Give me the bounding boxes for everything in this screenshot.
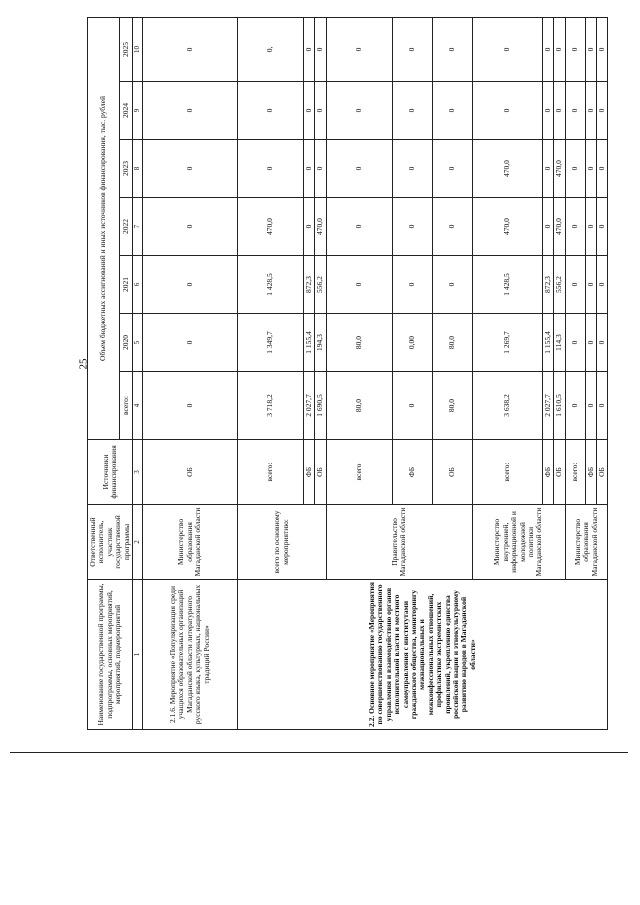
value-cell: 0 <box>326 256 392 314</box>
executor-cell: всего по основному мероприятию: <box>237 505 326 580</box>
table-row <box>237 17 303 729</box>
executor-cell: Министерство образования Магаданской области <box>565 505 608 580</box>
column-number: 8 <box>132 140 142 198</box>
value-cell: 0 <box>585 198 596 256</box>
value-cell: 0 <box>472 82 542 140</box>
value-cell: 0 <box>392 140 432 198</box>
value-cell: 872,3 <box>542 256 553 314</box>
value-cell: 0 <box>326 140 392 198</box>
executor-cell: Правительство Магаданской области <box>326 505 472 580</box>
value-cell: 872,3 <box>303 256 314 314</box>
column-number: 6 <box>132 256 142 314</box>
executor-cell: Министерство внутренней, информационной и молодежной политики Магаданской области <box>472 505 565 580</box>
value-cell: 0, <box>237 17 303 81</box>
value-cell: 0 <box>565 314 585 372</box>
value-cell: 0 <box>542 82 553 140</box>
source-cell: ОБ <box>142 440 237 505</box>
value-cell: 0 <box>142 17 237 81</box>
value-cell: 0 <box>585 17 596 81</box>
source-cell: всего: <box>472 440 542 505</box>
header-total: всего: <box>119 372 132 440</box>
value-cell: 470,0 <box>237 198 303 256</box>
value-cell: 2 027,7 <box>542 372 553 440</box>
activity-name: 2.1.6. Мероприятие «Популяризация среди учащихся образовательных организаций Магаданской области литературного русского языка, культурных, национальных традиций России» <box>142 580 237 730</box>
value-cell: 1 690,5 <box>315 372 326 440</box>
value-cell: 0,00 <box>392 314 432 372</box>
header-row-1 <box>88 17 120 729</box>
value-cell: 556,2 <box>554 256 565 314</box>
value-cell: 1 428,5 <box>472 256 542 314</box>
value-cell: 0 <box>142 314 237 372</box>
value-cell: 0 <box>565 140 585 198</box>
source-cell: всего <box>326 440 392 505</box>
value-cell: 0 <box>432 82 472 140</box>
source-cell: ФБ <box>585 440 596 505</box>
value-cell: 0 <box>432 198 472 256</box>
header-source: Источники финансирования <box>88 440 133 505</box>
value-cell: 80,0 <box>326 314 392 372</box>
page-number: 25 <box>77 358 90 370</box>
header-year: 2020 <box>119 314 132 372</box>
column-numbers-row <box>132 17 142 729</box>
value-cell: 0 <box>596 82 607 140</box>
horizontal-rule <box>10 752 628 753</box>
value-cell: 0 <box>565 82 585 140</box>
value-cell: 0 <box>542 198 553 256</box>
budget-table <box>87 17 608 730</box>
value-cell: 0 <box>585 82 596 140</box>
value-cell: 0 <box>237 82 303 140</box>
value-cell: 0 <box>472 17 542 81</box>
value-cell: 0 <box>596 256 607 314</box>
column-number: 3 <box>132 440 142 505</box>
value-cell: 0 <box>142 372 237 440</box>
source-cell: всего: <box>565 440 585 505</box>
value-cell: 1 155,4 <box>303 314 314 372</box>
header-year: 2024 <box>119 82 132 140</box>
value-cell: 0 <box>596 314 607 372</box>
value-cell: 0 <box>596 198 607 256</box>
value-cell: 0 <box>432 17 472 81</box>
value-cell: 2 027,7 <box>303 372 314 440</box>
value-cell: 0 <box>303 140 314 198</box>
header-executor: Ответственный исполнитель, участник государственной программы <box>88 505 133 580</box>
value-cell: 0 <box>326 82 392 140</box>
value-cell: 0 <box>303 82 314 140</box>
value-cell: 556,2 <box>315 256 326 314</box>
value-cell: 0 <box>326 17 392 81</box>
header-year: 2021 <box>119 256 132 314</box>
value-cell: 470,0 <box>554 198 565 256</box>
header-name: Наименование государственной программы, подпрограммы, основных мероприятий, мероприятий, подмероприятий <box>88 580 133 730</box>
value-cell: 0 <box>585 256 596 314</box>
value-cell: 0 <box>585 372 596 440</box>
value-cell: 1 349,7 <box>237 314 303 372</box>
value-cell: 3 718,2 <box>237 372 303 440</box>
table-row <box>142 17 237 729</box>
value-cell: 0 <box>565 17 585 81</box>
value-cell: 0 <box>303 17 314 81</box>
value-cell: 0 <box>542 140 553 198</box>
value-cell: 0 <box>326 198 392 256</box>
source-cell: ОБ <box>315 440 326 505</box>
value-cell: 114,3 <box>554 314 565 372</box>
value-cell: 1 155,4 <box>542 314 553 372</box>
value-cell: 0 <box>303 198 314 256</box>
value-cell: 0 <box>565 198 585 256</box>
column-number: 5 <box>132 314 142 372</box>
value-cell: 0 <box>392 372 432 440</box>
value-cell: 0 <box>554 82 565 140</box>
value-cell: 3 638,2 <box>472 372 542 440</box>
value-cell: 470,0 <box>472 198 542 256</box>
rotated-table-container <box>87 18 606 730</box>
header-volume: Объем бюджетных ассигнований и иных источников финансирования, тыс. рублей <box>88 17 120 439</box>
source-cell: всего: <box>237 440 303 505</box>
source-cell: ФБ <box>303 440 314 505</box>
header-year: 2022 <box>119 198 132 256</box>
value-cell: 0 <box>565 256 585 314</box>
header-year: 2023 <box>119 140 132 198</box>
header-year: 2025 <box>119 17 132 81</box>
source-cell: ОБ <box>554 440 565 505</box>
column-number: 4 <box>132 372 142 440</box>
value-cell: 0 <box>142 82 237 140</box>
value-cell: 0 <box>315 17 326 81</box>
value-cell: 0 <box>542 17 553 81</box>
column-number: 2 <box>132 505 142 580</box>
value-cell: 0 <box>315 140 326 198</box>
value-cell: 1 269,7 <box>472 314 542 372</box>
value-cell: 0 <box>596 140 607 198</box>
value-cell: 1 428,5 <box>237 256 303 314</box>
source-cell: ФБ <box>392 440 432 505</box>
value-cell: 0 <box>142 256 237 314</box>
column-number: 7 <box>132 198 142 256</box>
column-number: 10 <box>132 17 142 81</box>
value-cell: 0 <box>585 314 596 372</box>
value-cell: 0 <box>432 140 472 198</box>
value-cell: 0 <box>142 198 237 256</box>
value-cell: 0 <box>596 17 607 81</box>
source-cell: ОБ <box>432 440 472 505</box>
value-cell: 80,0 <box>432 314 472 372</box>
value-cell: 0 <box>392 198 432 256</box>
value-cell: 0 <box>142 140 237 198</box>
value-cell: 0 <box>392 256 432 314</box>
value-cell: 194,3 <box>315 314 326 372</box>
executor-cell: Министерство образования Магаданской области <box>142 505 237 580</box>
value-cell: 1 610,5 <box>554 372 565 440</box>
value-cell: 0 <box>315 82 326 140</box>
value-cell: 0 <box>565 372 585 440</box>
value-cell: 80,0 <box>326 372 392 440</box>
value-cell: 80,0 <box>432 372 472 440</box>
value-cell: 470,0 <box>554 140 565 198</box>
value-cell: 0 <box>392 17 432 81</box>
column-number: 9 <box>132 82 142 140</box>
value-cell: 0 <box>554 17 565 81</box>
value-cell: 0 <box>585 140 596 198</box>
value-cell: 0 <box>596 372 607 440</box>
value-cell: 0 <box>392 82 432 140</box>
column-number: 1 <box>132 580 142 730</box>
value-cell: 470,0 <box>315 198 326 256</box>
source-cell: ОБ <box>596 440 607 505</box>
source-cell: ФБ <box>542 440 553 505</box>
value-cell: 0 <box>432 256 472 314</box>
activity-name: 2.2. Основное мероприятие «Мероприятия по совершенствованию государственного управления и взаимодействию органов исполнительной власти и местного самоуправления с институтами гражданского общества, мониторингу межнациональных и межконфессиональных отношений, профилактике экстремистских проявлений, укреплению единства российской нации и этнокультурному развитию народов в Магаданской области» <box>237 580 607 730</box>
value-cell: 0 <box>237 140 303 198</box>
value-cell: 470,0 <box>472 140 542 198</box>
